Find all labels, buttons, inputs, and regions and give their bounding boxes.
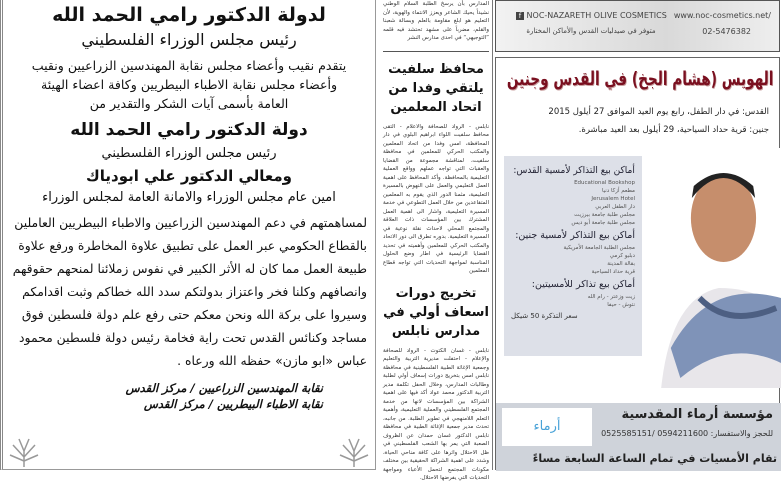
- ticket-locations: [504, 156, 642, 356]
- body-line: مساجد وكنائس القدس تحت راية فخامة رئيس دولة فلسطين محمود: [19, 330, 367, 345]
- jerusalem-info: القدس: في دار الطفل، رابع يوم العيد الموافق 27 أيلول 2015: [548, 107, 769, 117]
- event-title: الهويس (هشام الجخ) في القدس وجنين: [506, 68, 773, 90]
- intro-line: العامة بأسمى آيات الشكر والتقدير من: [89, 96, 289, 111]
- ticket-location: بقالة المدينة: [607, 261, 635, 267]
- floral-ornament-icon: [7, 437, 41, 467]
- phone: 02-5476382: [702, 27, 751, 36]
- ad-heading: لدولة الدكتور رامي الحمد الله: [52, 4, 326, 26]
- divider: [383, 51, 489, 52]
- organizer-logo: أرماء: [502, 408, 592, 446]
- signature-line: نقابة الاطباء البيطريين / مركز القدس: [143, 397, 323, 411]
- performer-photo: [642, 148, 781, 388]
- cosmetics-advertisement: [495, 0, 780, 52]
- intro-line: يتقدم نقيب وأعضاء مجلس نقابة المهندسين الزراعيين ونقيب: [31, 58, 347, 73]
- signatures: [55, 380, 323, 412]
- body-line: وسيروا على بركة الله ونحن معكم حتى رفع علم دولة فلسطين فوق: [21, 307, 367, 322]
- ticket-location: مجلس الطلبة الجامعة الأمريكية: [563, 245, 635, 251]
- ticket-location: قرية حداد السياحية: [591, 269, 635, 275]
- contact-phones: للحجز والاستفسار: 0594211600 /0525585151: [601, 429, 773, 438]
- organizer-bar: [496, 403, 781, 471]
- article-title: محافظ سلفيت يلتقي وفدا من اتحاد المعلمين: [388, 61, 484, 115]
- honoree-title-1: رئيس مجلس الوزراء الفلسطيني: [101, 146, 277, 161]
- facebook-label: NOC-NAZARETH OLIVE COSMETICS: [526, 11, 667, 20]
- article-text: نابلس - الرواد للصحافة والاعلام - التقى محافظ سلفيت اللواء ابراهيم البلوي في دار المحافظة، امس وفدا من اتحاد المعلمين والمكتب الحركي للمعلمين في محافظة سلفيت، لمناقشة مجموعة من القضايا والعقبات التي تواجه عملهم وواقع العملية التعليمية بالمحافظة. وأكد المحافظ على اهمية العمل التعليمي والعمل على النهوض بالمسيرة التعليمية، مثمنا الدور الذي يقوم به المعلمين المتقاعدين من خلال العمل التطوعي في خدمة المسيرة التعليمية، واشار الى اهمية العمل المشترك بين المؤسسات ذات العلاقة والمجتمع المحلي لاحداث نقلة نوعية في المسيرة التعليمية. بدوره تطرق الى دور الاتحاد والمكتب الحركي للمعلمين وأهميته في تحديد القضايا الرئيسية في اطار وضع الحلول المناسبة لمواجهة التحديات التي تواجه قطاع المعلمين: [383, 123, 489, 274]
- ticket-heading: أماكن بيع التذاكر لأمسية جنين:: [515, 230, 635, 241]
- body-line: وانصافهم وكلنا فخر واعتزاز بدولتكم سدد الله خطاكم وثبت اقدامكم: [22, 284, 367, 299]
- floral-ornament-icon: [337, 437, 371, 467]
- organizer-name: مؤسسة أرماء المقدسية: [621, 407, 773, 422]
- body-line: طبيعة العمل مما كان له الأثر الكبير في نفوس زملائنا لمنحهم حقوقهم: [12, 261, 367, 276]
- ticket-location: مطعم أزكا دنيا: [601, 188, 635, 194]
- intro-line: وأعضاء مجلس نقابة الاطباء البيطريين وكافة اعضاء الهيئة: [40, 77, 338, 92]
- event-info: [504, 103, 769, 139]
- honoree-name-2: ومعالي الدكتور علي ابودياك: [86, 167, 292, 185]
- ticket-location: نتوش - حيفا: [607, 302, 635, 308]
- ticket-location: Jerusalem Hotel: [591, 196, 635, 202]
- ticket-location: مجلس طلبة جامعة بيرزيت: [574, 212, 635, 218]
- body-line: بالقطاع الحكومي عبر العمل على تطبيق علاوة المخاطرة ورفع علاوة: [18, 238, 367, 253]
- ticket-location: Educational Bookshop: [574, 180, 635, 186]
- article-continuation: المدارس بأن يرسخ الطلبة السلام الوطني نشيداً يحيك الشاعر ويعزز الانتماء والهوية، لأن التعليم هو ابلغ مقاومة بالعلم وبسالة شعبنا والقلم، مضرباً على مشهد تحتشد فيه قلمه ”التوجيهي“ في احدى مدارس النشر: [383, 1, 489, 41]
- body-line: عباس «ابو مازن» حفظه الله ورعاه .: [177, 353, 367, 368]
- article-text: نابلس - غسان الكتوت - الرواد للصحافة والإعلام - احتفلت مديرية التربية والتعليم وجمعية الإغاثة الطبية الفلسطينية في محافظة نابلس امس بتخريج دورات إسعاف أولي لطلبة وطالبات المدارس، وخلال الحفل تكلمة مدير التربية الدكتور محمد عواد أكد فيها على اهمية الشراكة بين المؤسسات لانها من خدمة المجتمع الفلسطيني والعملية التعليمية، وأهمية التعلم اللامنهجي في تطوير الطلبة. من جانبه، تحدث مدير جمعية الإغاثة الطبية في محافظة نابلس الدكتور غسان حمدان عن الظروف الصعبة التي يمر بها الشعب الفلسطيني في ظل الاحتلال واثرها على كافة مناحي الحياة، وشدد على اهمية الشراكة الحقيقية بين مختلف مكونات المجتمع لتحمل الأعباء ومواجهة التحديات التي يفرضها الاحتلال.: [383, 347, 489, 481]
- facebook-link[interactable]: [516, 11, 666, 20]
- article-title: تخريج دورات اسعاف أولي في مدارس نابلس: [383, 285, 489, 339]
- jenin-info: جنين: قرية حداد السياحية، 29 أيلول بعد العيد مباشرة.: [578, 125, 769, 135]
- website-link[interactable]: www.noc-cosmetics.net/: [673, 11, 771, 20]
- honoree-name-1: دولة الدكتور رامي الحمد الله: [70, 120, 308, 140]
- body-line: لمساهمتهم في دعم المهندسين الزراعيين والاطباء البيطريين العاملين: [14, 215, 367, 230]
- ticket-location: دار الطفل العربي: [595, 204, 635, 210]
- facebook-icon: f: [516, 12, 524, 20]
- thanks-advertisement: [0, 0, 376, 470]
- ticket-heading: أماكن بيع تذاكر للأمسيتين:: [531, 279, 635, 290]
- availability: متوفر في صيدليات القدس والأماكن المختارة: [526, 27, 656, 35]
- ticket-heading: أماكن بيع التذاكر لأمسية القدس:: [513, 165, 635, 176]
- ticket-location: دبليو كرمي: [609, 253, 635, 259]
- event-advertisement: [495, 57, 780, 470]
- event-time: تقام الأمسيات في تمام الساعة السابعة مساءً: [532, 452, 777, 465]
- signature-line: نقابة المهندسين الزراعيين / مركز القدس: [125, 381, 323, 395]
- ticket-price: سعر التذكرة 50 شيكل: [511, 312, 578, 320]
- ad-body: [11, 211, 367, 372]
- ticket-location: مجلس طلبة جامعة أبو ديس: [571, 220, 635, 226]
- ticket-location: زيت وزعتر - رام الله: [587, 294, 635, 300]
- ad-subheading: رئيس مجلس الوزراء الفلسطيني: [81, 30, 297, 49]
- honoree-title-2: امين عام مجلس الوزراء والامانة العامة لمجلس الوزراء: [42, 190, 336, 205]
